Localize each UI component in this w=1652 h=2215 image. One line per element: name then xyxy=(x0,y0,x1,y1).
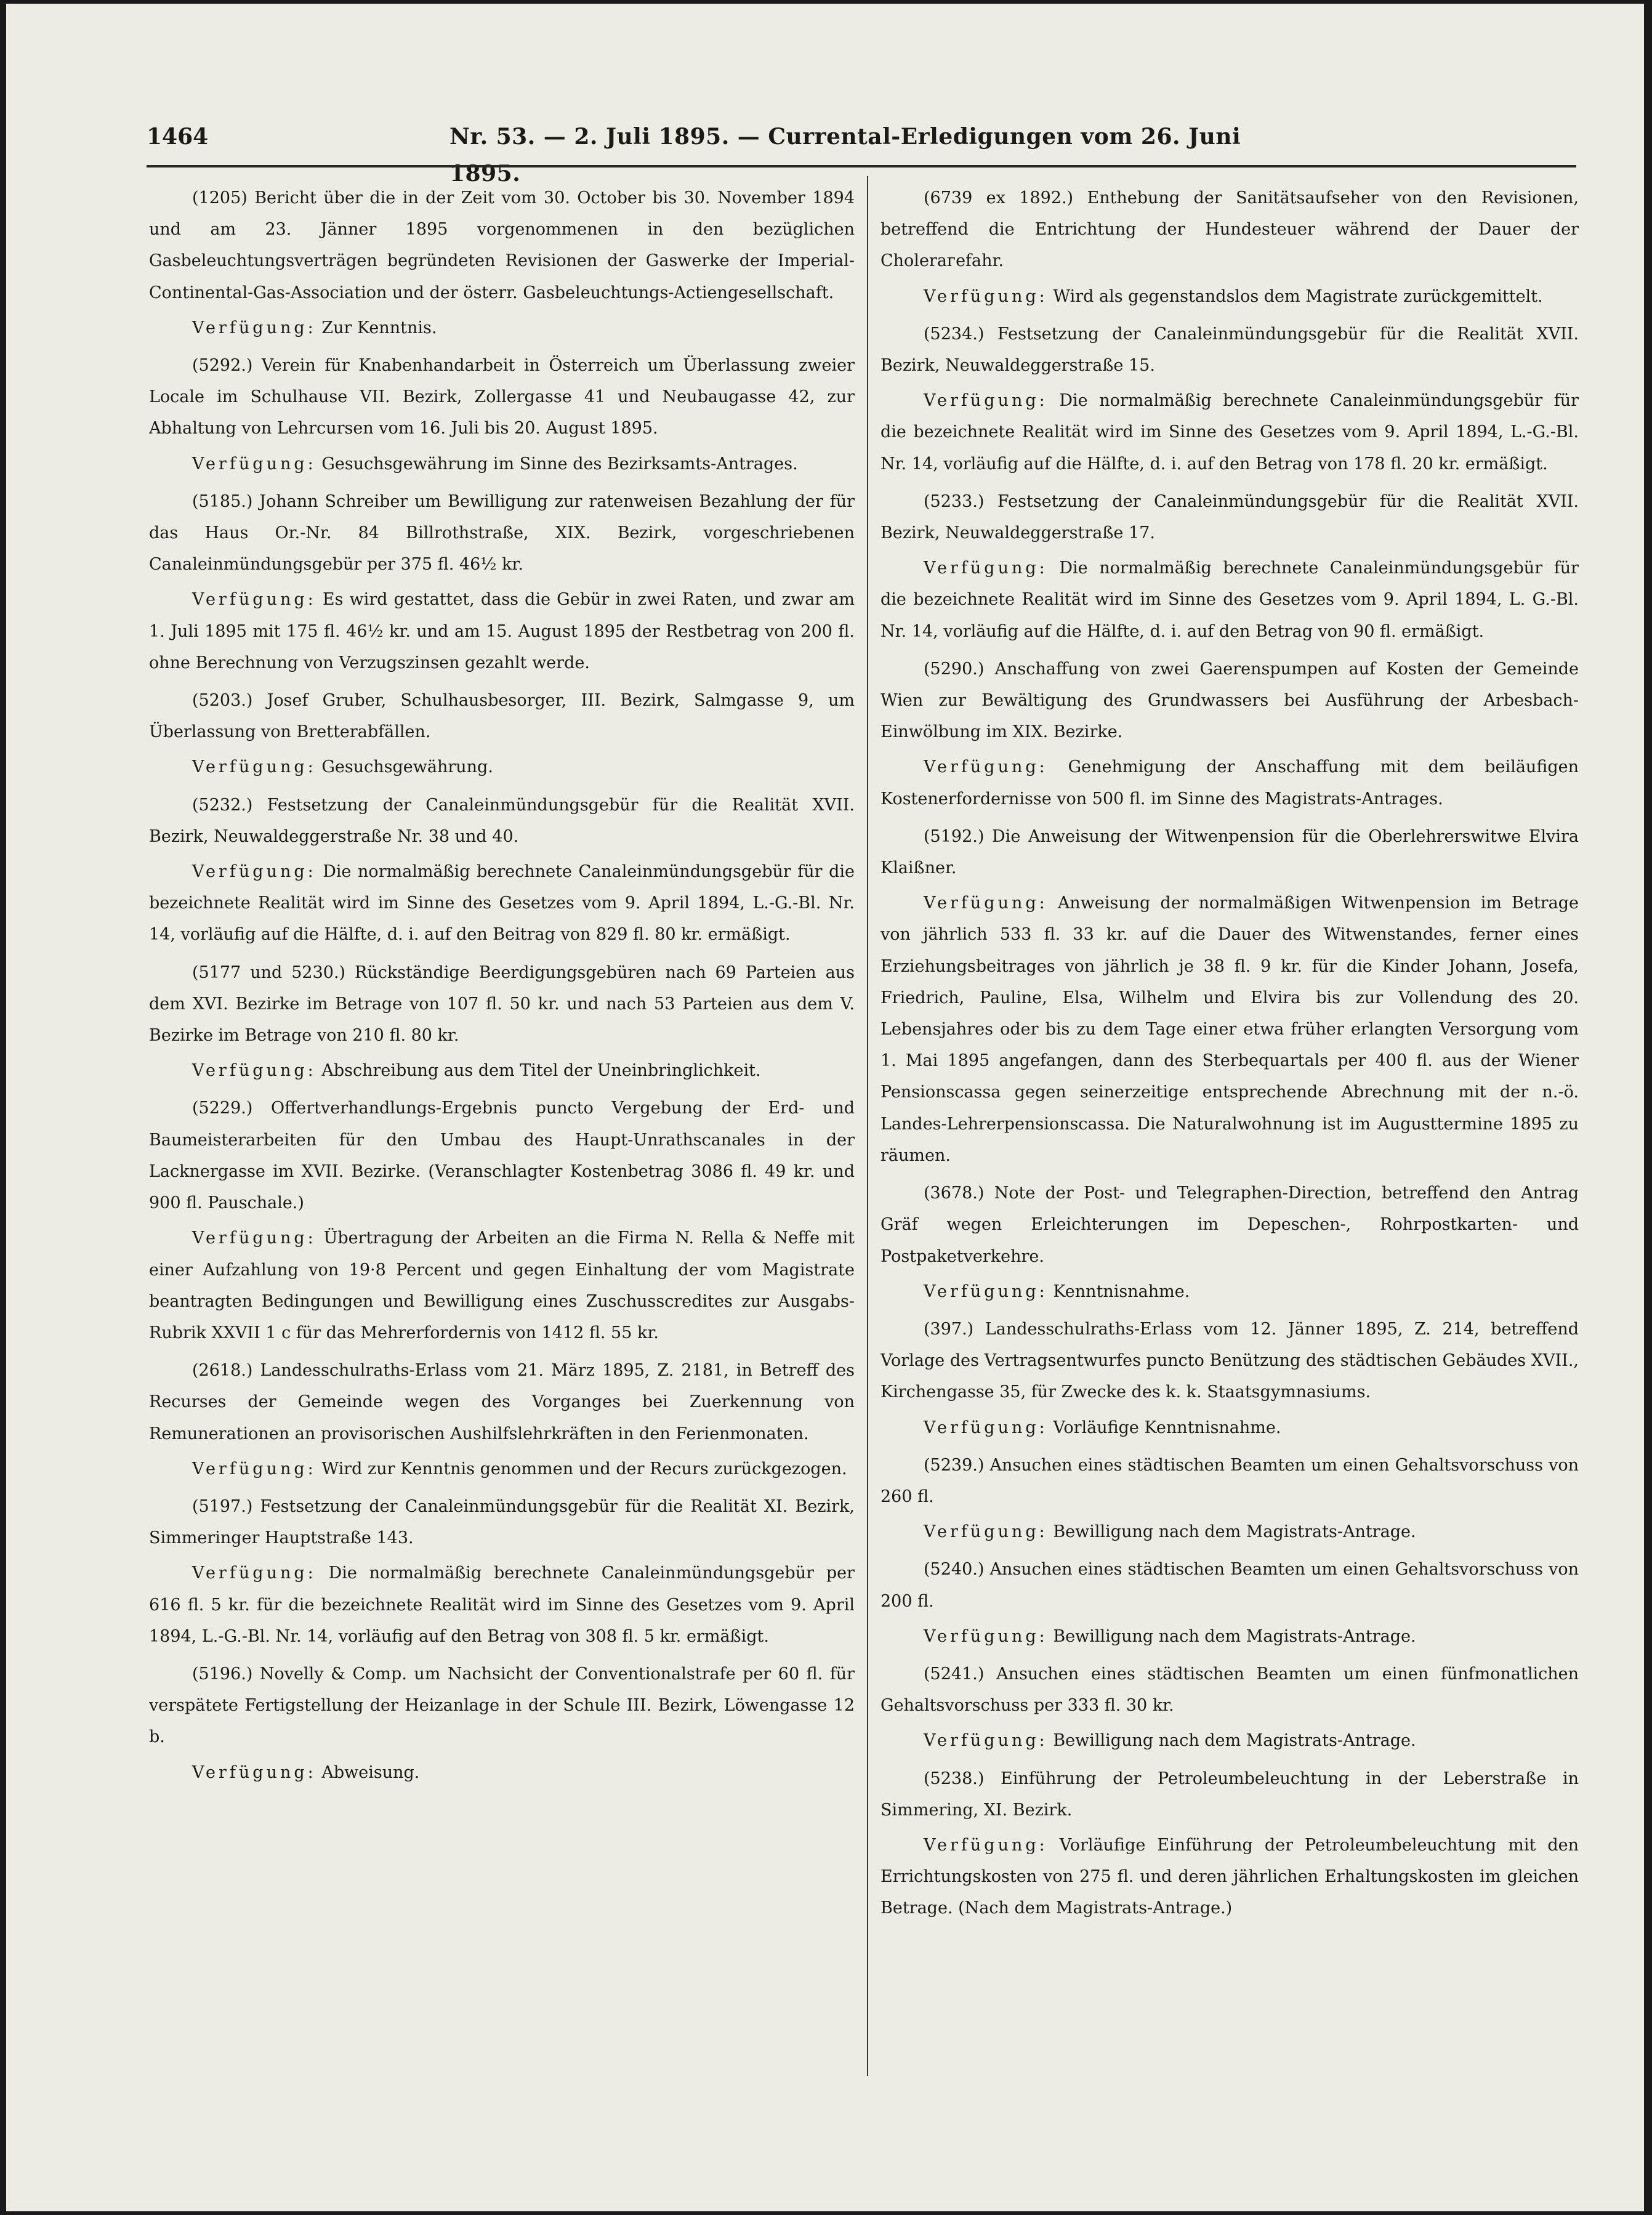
page-header xyxy=(147,118,1273,187)
decision-paragraph xyxy=(149,1055,855,1086)
paragraph-text: (3678.) Note der Post- und Telegraphen-Direction, betreffend den Antrag Gräf wegen Erleichterungen im Depeschen-, Rohrpostkarten- und Postpaketverkehre. xyxy=(880,1184,1579,1266)
entry-paragraph xyxy=(149,685,855,748)
paragraph-text: Bewilligung nach dem Magistrats-Antrage. xyxy=(1053,1522,1416,1542)
decision-paragraph xyxy=(149,448,855,480)
decision-label: Verfügung: xyxy=(192,1061,316,1081)
paragraph-text: (5292.) Verein für Knabenhandarbeit in Österreich um Überlassung zweier Locale im Schulhause VII. Bezirk, Zollergasse 41 und Neubaugasse 42, zur Abhaltung von Lehrcursen vom 16. Juli bis 20. August 1895. xyxy=(149,356,855,438)
entry-paragraph xyxy=(149,957,855,1052)
paragraph-text: Wird zur Kenntnis genommen und der Recurs zurückgezogen. xyxy=(321,1459,847,1479)
decision-paragraph xyxy=(880,1621,1579,1652)
decision-paragraph xyxy=(880,281,1579,312)
column-divider xyxy=(867,176,868,2076)
entry-paragraph xyxy=(880,1313,1579,1408)
paragraph-text: (5203.) Josef Gruber, Schulhausbesorger, III. Bezirk, Salmgasse 9, um Überlassung von Bretterabfällen. xyxy=(149,691,855,742)
paragraph-text: (5185.) Johann Schreiber um Bewilligung zur ratenweisen Bezahlung der für das Haus Or.-Nr. 84 Billrothstraße, XIX. Bezirk, vorgeschriebenen Canaleinmündungsgebür per 375 fl. 46½ kr. xyxy=(149,491,855,575)
paragraph-text: (5238.) Einführung der Petroleumbeleuchtung in der Leberstraße in Simmering, XI. Bezirk. xyxy=(880,1769,1579,1820)
paragraph-text: Kenntnisnahme. xyxy=(1053,1281,1190,1301)
decision-paragraph xyxy=(880,1412,1579,1443)
decision-paragraph xyxy=(880,1516,1579,1547)
entry-paragraph xyxy=(880,653,1579,748)
decision-paragraph xyxy=(880,1725,1579,1756)
paragraph-text: (2618.) Landesschulraths-Erlass vom 21. März 1895, Z. 2181, in Betreff des Recurses der Gemeinde wegen des Vorganges bei Zuerkennung von Remunerationen an provisorischen Aushilfslehrkräften in den Ferienmonaten. xyxy=(149,1361,855,1443)
decision-paragraph xyxy=(880,552,1579,647)
paragraph-text: (5177 und 5230.) Rückständige Beerdigungsgebüren nach 69 Parteien aus dem XVI. Bezirke im Betrage von 107 fl. 50 kr. und nach 53 Parteien aus dem V. Bezirke im Betrage von 210 fl. 80 kr. xyxy=(149,962,855,1046)
decision-paragraph xyxy=(880,751,1579,814)
decision-label: Verfügung: xyxy=(192,862,316,882)
paragraph-text: Wird als gegenstandslos dem Magistrate zurückgemittelt. xyxy=(1053,286,1543,306)
decision-label: Verfügung: xyxy=(924,1731,1048,1751)
paragraph-text: Die normalmäßig berechnete Canaleinmündungsgebür für die bezeichnete Realität wird im Sinne des Gesetzes vom 9. April 1894, L.-G.-Bl. Nr. 14, vorläufig auf die Hälfte, d. i. auf den Beitrag von 829 fl. 80 kr. ermäßigt. xyxy=(149,862,855,945)
paragraph-text: (5192.) Die Anweisung der Witwenpension für die Oberlehrerswitwe Elvira Klaißner. xyxy=(880,826,1579,878)
entry-paragraph xyxy=(149,182,855,309)
left-column xyxy=(149,182,855,2153)
decision-label: Verfügung: xyxy=(924,757,1048,777)
decision-paragraph xyxy=(880,1276,1579,1307)
entry-paragraph xyxy=(880,486,1579,549)
paragraph-text: Übertragung der Arbeiten an die Firma N. Rella & Neffe mit einer Aufzahlung von 19·8 Percent und gegen Einhaltung der vom Magistrate beantragten Bedingungen und Bewilligung eines Zuschusscredites zur Ausgabs-Rubrik XXVII 1 c für das Mehrerfordernis von 1412 fl. 55 kr. xyxy=(149,1229,855,1342)
paragraph-text: Es wird gestattet, dass die Gebür in zwei Raten, und zwar am 1. Juli 1895 mit 175 fl. 46½ kr. und am 15. August 1895 der Restbetrag von 200 fl. ohne Berechnung von Verzugszinsen gezahlt werde. xyxy=(149,590,855,672)
header-rule xyxy=(147,165,1576,167)
entry-paragraph xyxy=(149,1355,855,1450)
paragraph-text: Bewilligung nach dem Magistrats-Antrage. xyxy=(1053,1731,1416,1751)
decision-label: Verfügung: xyxy=(192,757,316,777)
entry-paragraph xyxy=(149,1491,855,1554)
paragraph-text: (5290.) Anschaffung von zwei Gaerenspumpen auf Kosten der Gemeinde Wien zur Bewältigung des Grundwassers bei Ausführung der Arbesbach-Einwölbung im XIX. Bezirke. xyxy=(880,659,1579,742)
paragraph-text: Abschreibung aus dem Titel der Uneinbringlichkeit. xyxy=(321,1061,761,1081)
decision-label: Verfügung: xyxy=(924,894,1048,913)
paragraph-text: Bewilligung nach dem Magistrats-Antrage. xyxy=(1053,1626,1416,1646)
paragraph-text: (5229.) Offertverhandlungs-Ergebnis puncto Vergebung der Erd- und Baumeisterarbeiten für den Umbau des Haupt-Unrathscanales in der Lacknergasse im XVII. Bezirke. (Veranschlagter Kostenbetrag 3086 fl. 49 kr. und 900 fl. Pauschale.) xyxy=(149,1099,855,1213)
page-number: 1464 xyxy=(147,124,209,150)
paragraph-text: Gesuchsgewährung im Sinne des Bezirksamts-Antrages. xyxy=(321,454,798,474)
paragraph-text: (6739 ex 1892.) Enthebung der Sanitätsaufseher von den Revisionen, betreffend die Entrichtung der Hundesteuer während der Dauer der Cholerагefahr. xyxy=(880,188,1579,271)
decision-paragraph xyxy=(149,1757,855,1788)
paragraph-text: Vorläufige Einführung der Petroleumbeleuchtung mit den Errichtungskosten von 275 fl. und deren jährlichen Erhaltungskosten im gleichen Betrage. (Nach dem Magistrats-Antrage.) xyxy=(880,1835,1579,1918)
decision-label: Verfügung: xyxy=(192,318,316,337)
entry-paragraph xyxy=(149,486,855,581)
decision-label: Verfügung: xyxy=(924,1281,1048,1301)
entry-paragraph xyxy=(880,1658,1579,1721)
paragraph-text: Anweisung der normalmäßigen Witwenpension im Betrage von jährlich 533 fl. 33 kr. auf die Dauer des Witwenstandes, ferner eines Erziehungsbeitrages von jährlich je 38 fl. 9 kr. für die Kinder Johann, Josefa, Friedrich, Pauline, Elsa, Wilhelm und Elvira bis zur Vollendung des 20. Lebensjahres oder bis zu dem Tage einer etwa früher erlangten Versorgung vom 1. Mai 1895 angefangen, dann des Sterbequartals per 400 fl. aus der Wiener Pensionscassa gegen seinerzeitige entsprechende Abrechnung mit der n.-ö. Landes-Lehrerpensionscassa. Die Naturalwohnung ist im Augusttermine 1895 zu räumen. xyxy=(880,894,1579,1165)
entry-paragraph xyxy=(149,350,855,445)
decision-label: Verfügung: xyxy=(192,1229,316,1248)
decision-label: Verfügung: xyxy=(192,1563,316,1583)
document-page xyxy=(6,4,1644,2211)
paragraph-text: (5240.) Ansuchen eines städtischen Beamten um einen Gehaltsvorschuss von 200 fl. xyxy=(880,1560,1579,1611)
decision-label: Verfügung: xyxy=(192,1762,316,1782)
paragraph-text: (5239.) Ansuchen eines städtischen Beamten um einen Gehaltsvorschuss von 260 fl. xyxy=(880,1455,1579,1506)
decision-label: Verfügung: xyxy=(192,1459,316,1479)
paragraph-text: Die normalmäßig berechnete Canaleinmündungsgebür für die bezeichnete Realität wird im Sinne des Gesetzes vom 9. April 1894, L. G.-Bl. Nr. 14, vorläufig auf die Hälfte, d. i. auf den Betrag von 90 fl. ermäßigt. xyxy=(880,559,1579,641)
paragraph-text: (5234.) Festsetzung der Canaleinmündungsgebür für die Realität XVII. Bezirk, Neuwaldeggerstraße 15. xyxy=(880,324,1579,376)
entry-paragraph xyxy=(880,1177,1579,1272)
decision-paragraph xyxy=(149,751,855,783)
decision-label: Verfügung: xyxy=(924,1522,1048,1542)
decision-label: Verfügung: xyxy=(924,1835,1048,1855)
paragraph-text: Die normalmäßig berechnete Canaleinmündungsgebür per 616 fl. 5 kr. für die bezeichnete Realität wird im Sinne des Gesetzes vom 9. April 1894, L.-G.-Bl. Nr. 14, vorläufig auf den Betrag von 308 fl. 5 kr. ermäßigt. xyxy=(149,1563,855,1646)
entry-paragraph xyxy=(880,182,1579,277)
decision-label: Verfügung: xyxy=(924,391,1048,411)
paragraph-text: Vorläufige Kenntnisnahme. xyxy=(1053,1418,1281,1437)
decision-paragraph xyxy=(149,1453,855,1485)
entry-paragraph xyxy=(149,1658,855,1753)
entry-paragraph xyxy=(880,318,1579,381)
decision-paragraph xyxy=(149,856,855,951)
decision-label: Verfügung: xyxy=(924,286,1048,306)
entry-paragraph xyxy=(880,1450,1579,1512)
entry-paragraph xyxy=(149,789,855,852)
entry-paragraph xyxy=(880,1763,1579,1826)
decision-label: Verfügung: xyxy=(924,559,1048,578)
decision-label: Verfügung: xyxy=(924,1626,1048,1646)
decision-paragraph xyxy=(149,312,855,344)
decision-paragraph xyxy=(149,1222,855,1349)
paragraph-text: (1205) Bericht über die in der Zeit vom 30. October bis 30. November 1894 und am 23. Jänner 1895 vorgenommenen in den bezüglichen Gasbeleuchtungsverträgen begründeten Revisionen der Gaswerke der Imperial-Continental-Gas-Association und der österr. Gasbeleuchtungs-Actiengesellschaft. xyxy=(149,188,855,302)
decision-label: Verfügung: xyxy=(192,454,316,474)
paragraph-text: (5196.) Novelly & Comp. um Nachsicht der Conventionalstrafe per 60 fl. für verspätete Fertigstellung der Heizanlage in der Schule III. Bezirk, Löwengasse 12 b. xyxy=(149,1664,855,1747)
paragraph-text: (397.) Landesschulraths-Erlass vom 12. Jänner 1895, Z. 214, betreffend Vorlage des Vertragsentwurfes puncto Benützung des städtischen Gebäudes XVII., Kirchengasse 35, für Zwecke des k. k. Staatsgymnasiums. xyxy=(880,1319,1579,1402)
decision-label: Verfügung: xyxy=(924,1418,1048,1437)
entry-paragraph xyxy=(149,1092,855,1219)
decision-paragraph xyxy=(880,887,1579,1171)
decision-label: Verfügung: xyxy=(192,590,316,610)
entry-paragraph xyxy=(880,821,1579,884)
paragraph-text: (5241.) Ansuchen eines städtischen Beamten um einen fünfmonatlichen Gehaltsvorschuss per 333 fl. 30 kr. xyxy=(880,1664,1579,1716)
decision-paragraph xyxy=(149,1557,855,1652)
decision-paragraph xyxy=(880,385,1579,480)
decision-paragraph xyxy=(880,1830,1579,1924)
paragraph-text: Genehmigung der Anschaffung mit dem beiläufigen Kostenerfordernisse von 500 fl. im Sinne des Magistrats-Antrages. xyxy=(880,757,1579,809)
decision-paragraph xyxy=(149,584,855,679)
right-column xyxy=(880,182,1579,2153)
entry-paragraph xyxy=(880,1554,1579,1616)
paragraph-text: (5232.) Festsetzung der Canaleinmündungsgebür für die Realität XVII. Bezirk, Neuwaldeggerstraße Nr. 38 und 40. xyxy=(149,795,855,846)
paragraph-text: (5197.) Festsetzung der Canaleinmündungsgebür für die Realität XI. Bezirk, Simmeringer Hauptstraße 143. xyxy=(149,1496,855,1548)
paragraph-text: (5233.) Festsetzung der Canaleinmündungsgebür für die Realität XVII. Bezirk, Neuwaldeggerstraße 17. xyxy=(880,491,1579,543)
page-title: Nr. 53. — 2. Juli 1895. — Currental-Erledigungen vom 26. Juni 1895. xyxy=(449,124,1241,187)
paragraph-text: Abweisung. xyxy=(321,1762,420,1782)
paragraph-text: Zur Kenntnis. xyxy=(321,318,437,337)
paragraph-text: Gesuchsgewährung. xyxy=(321,757,493,777)
paragraph-text: Die normalmäßig berechnete Canaleinmündungsgebür für die bezeichnete Realität wird im Sinne des Gesetzes vom 9. April 1894, L.-G.-Bl. Nr. 14, vorläufig auf die Hälfte, d. i. auf den Betrag von 178 fl. 20 kr. ermäßigt. xyxy=(880,391,1579,474)
